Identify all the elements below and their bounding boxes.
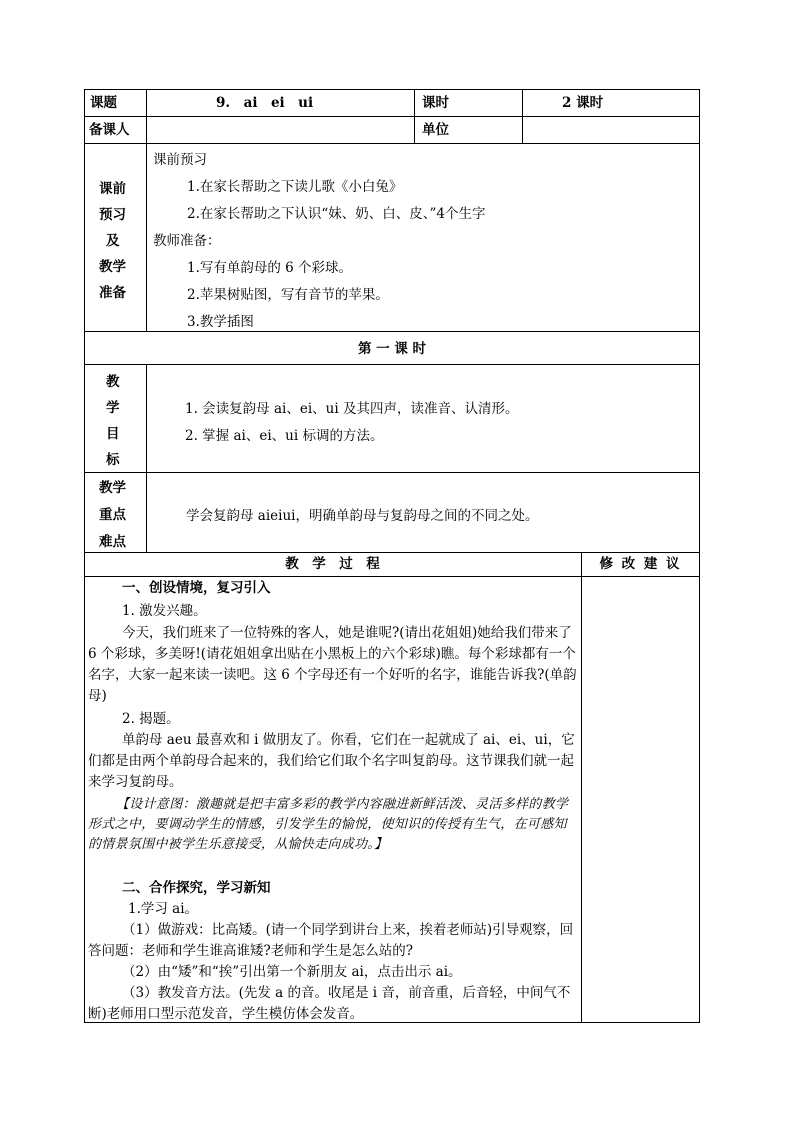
table-rule [84,331,700,332]
process-paragraph: （2）由“矮”和“挨”引出第一个新朋友 ai，点击出示 ai。 [122,964,462,980]
section-title: 一、创设情境，复习引入 [122,580,271,596]
table-rule [84,143,700,144]
objective-item: 2. 掌握 ai、ei、ui 标调的方法。 [185,428,384,444]
prep-label-line: 及 [106,233,120,249]
table-column-rule [146,89,147,332]
table-rule [84,116,700,117]
preparer-label: 备课人 [89,122,130,138]
objectives-label-line: 学 [106,400,120,416]
prep-label-line: 预习 [99,207,126,223]
objective-item: 1. 会读复韵母 ai、ei、ui 及其四声，读准音、认清形。 [185,401,519,417]
topic-value: 9. ai ei ui [216,95,314,111]
objectives-label-line: 教 [106,374,120,390]
step-title: 1.学习 ai。 [128,901,199,917]
prep-line: 2.在家长帮助之下认识“妹、奶、白、皮、”4个生字 [187,206,486,222]
prep-label-line: 课前 [99,181,126,197]
period-label: 课时 [422,95,449,111]
table-column-rule [414,89,415,144]
process-paragraph: （1）做游戏：比高矮。(请一个同学到讲台上来，挨着老师站)引导观察，回答问题：老师和学生谁高谁矮?老师和学生是怎么站的? [88,922,574,959]
prep-label-line: 教学 [99,259,126,275]
topic-label: 课题 [90,95,117,111]
process-paragraph: 单韵母 aeu 最喜欢和 i 做朋友了。你看，它们在一起就成了 ai、ei、ui，它们都是由两个单韵母合起来的，我们给它们取个名字叫复韵母。这节课我们就一起来学习复韵母。 [88,732,575,790]
prep-line: 教师准备： [153,233,221,249]
table-rule [84,472,700,473]
table-rule [84,552,700,553]
prep-label-line: 准备 [99,285,126,301]
prep-line: 3.教学插图 [187,314,254,330]
table-border-right [699,89,700,1023]
objectives-label-line: 标 [106,452,120,468]
keypoints-text: 学会复韵母 aieiui，明确单韵母与复韵母之间的不同之处。 [186,508,539,524]
process-header: 教 学 过 程 [285,556,380,572]
design-intent-note: 【设计意图：激趣就是把丰富多彩的教学内容融进新鲜活泼、灵活多样的教学形式之中，要调动学生的情感，引发学生的愉悦，使知识的传授有生气，在可感知的情景氛围中被学生乐意接受，从愉快走向成功。】 [88,797,569,852]
revision-header: 修 改 建 议 [599,556,682,572]
prep-line: 课前预习 [153,152,207,168]
table-column-rule [522,89,523,144]
objectives-label-line: 目 [106,426,120,442]
table-rule [84,576,700,577]
keypoints-label-line: 难点 [99,534,126,550]
table-border-top [84,89,700,90]
table-column-rule [146,364,147,553]
lesson-heading: 第 一 课 时 [357,341,427,357]
step-title: 1. 激发兴趣。 [122,603,207,619]
process-paragraph: 今天，我们班来了一位特殊的客人，她是谁呢?(请出花姐姐)她给我们带来了 6 个彩球，多美呀!(请花姐姐拿出贴在小黑板上的六个彩球)瞧。每个彩球都有一个名字，大家一起来读一读吧。这 6 个字母还有一个好听的名字，谁能告诉我?(单韵母) [88,625,577,704]
step-title: 2. 揭题。 [122,711,180,727]
prep-line: 1.写有单韵母的 6 个彩球。 [187,260,353,276]
unit-label: 单位 [422,122,449,138]
keypoints-label-line: 教学 [99,480,126,496]
prep-line: 2.苹果树贴图，写有音节的苹果。 [187,287,389,303]
keypoints-label-line: 重点 [99,507,126,523]
table-column-rule [581,552,582,1023]
section-title: 二、合作探究，学习新知 [122,880,271,896]
prep-line: 1.在家长帮助之下读儿歌《小白兔》 [187,179,403,195]
process-paragraph: （3）教发音方法。(先发 a 的音。收尾是 i 音，前音重，后音轻，中间气不断)老师用口型示范发音，学生模仿体会发音。 [88,985,571,1022]
period-value: 2 课时 [562,95,604,111]
table-rule [84,364,700,365]
